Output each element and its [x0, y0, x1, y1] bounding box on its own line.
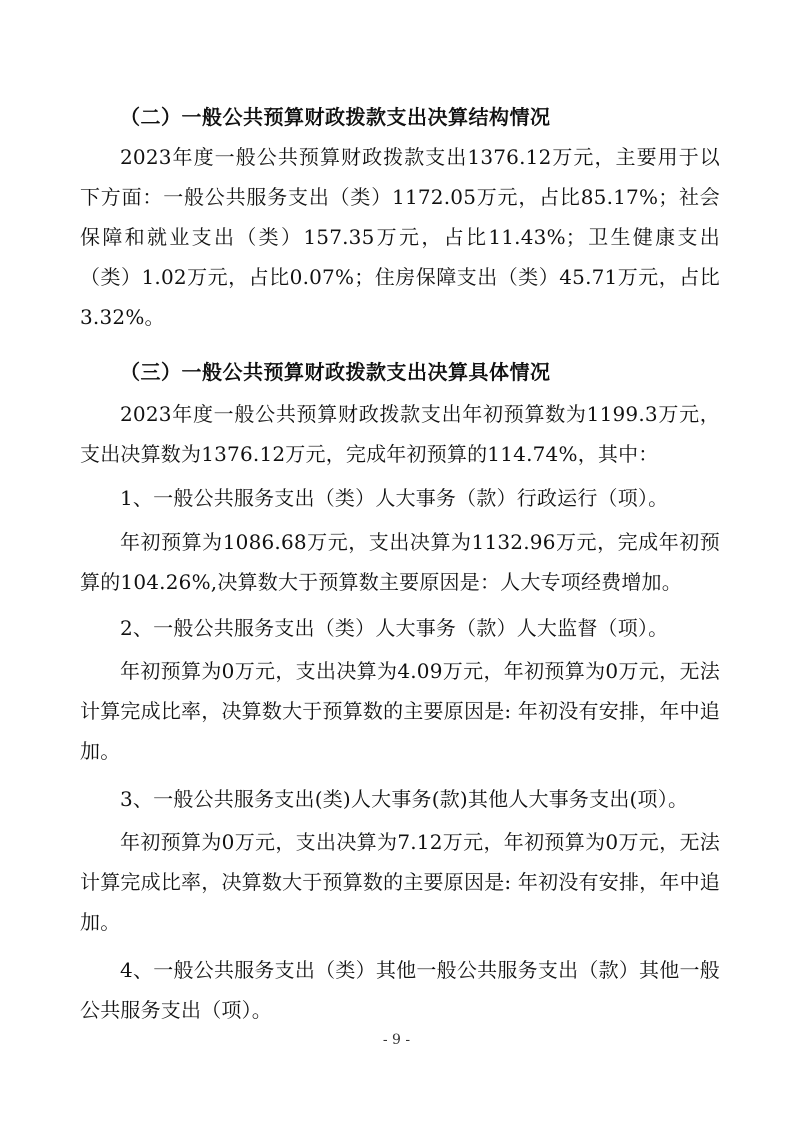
item-1-title-text: 1、一般公共服务支出（类）人大事务（款）行政运行（项）。 — [120, 486, 669, 510]
structure-paragraph — [80, 137, 720, 337]
item-4-title-text: 4、一般公共服务支出（类）其他一般公共服务支出（款）其他一般公共服务支出（项）。 — [80, 958, 720, 1022]
item-1-body-text: 年初预算为1086.68万元，支出决算为1132.96万元，完成年初预算的104.26%,决算数大于预算数主要原因是：人大专项经费增加。 — [80, 530, 720, 594]
page-number: - 9 - — [382, 1032, 411, 1048]
item-3-title-text: 3、一般公共服务支出(类)人大事务(款)其他人大事务支出(项）。 — [120, 787, 689, 811]
item-1-body — [80, 522, 720, 602]
item-2-body — [80, 651, 720, 771]
item-2-title — [80, 608, 720, 648]
section-heading-3: （三）一般公共预算财政拨款支出决算具体情况 — [120, 360, 551, 384]
detail-intro-paragraph — [80, 394, 720, 474]
item-4-title — [80, 950, 720, 1030]
item-3-body-text: 年初预算为0万元，支出决算为7.12万元，年初预算为0万元，无法计算完成比率，决算数大于预算数的主要原因是: 年初没有安排，年中追加。 — [80, 830, 720, 934]
detail-intro-text: 2023年度一般公共预算财政拨款支出年初预算数为1199.3万元，支出决算数为1376.12万元，完成年初预算的114.74%，其中： — [80, 402, 720, 466]
item-1-title — [80, 478, 720, 518]
section-heading-2: （二）一般公共预算财政拨款支出决算结构情况 — [120, 105, 551, 129]
item-3-body — [80, 822, 720, 942]
item-3-title — [80, 779, 720, 819]
item-2-title-text: 2、一般公共服务支出（类）人大事务（款）人大监督（项）。 — [120, 616, 669, 640]
structure-paragraph-text: 2023年度一般公共预算财政拨款支出1376.12万元，主要用于以下方面：一般公共服务支出（类）1172.05万元，占比85.17%；社会保障和就业支出（类）157.35万元，占比11.43%；卫生健康支出（类）1.02万元，占比0.07%；住房保障支出（类）45.71万元，占比3.32%。 — [80, 145, 720, 329]
item-2-body-text: 年初预算为0万元，支出决算为4.09万元，年初预算为0万元，无法计算完成比率，决算数大于预算数的主要原因是: 年初没有安排，年中追加。 — [80, 659, 720, 763]
